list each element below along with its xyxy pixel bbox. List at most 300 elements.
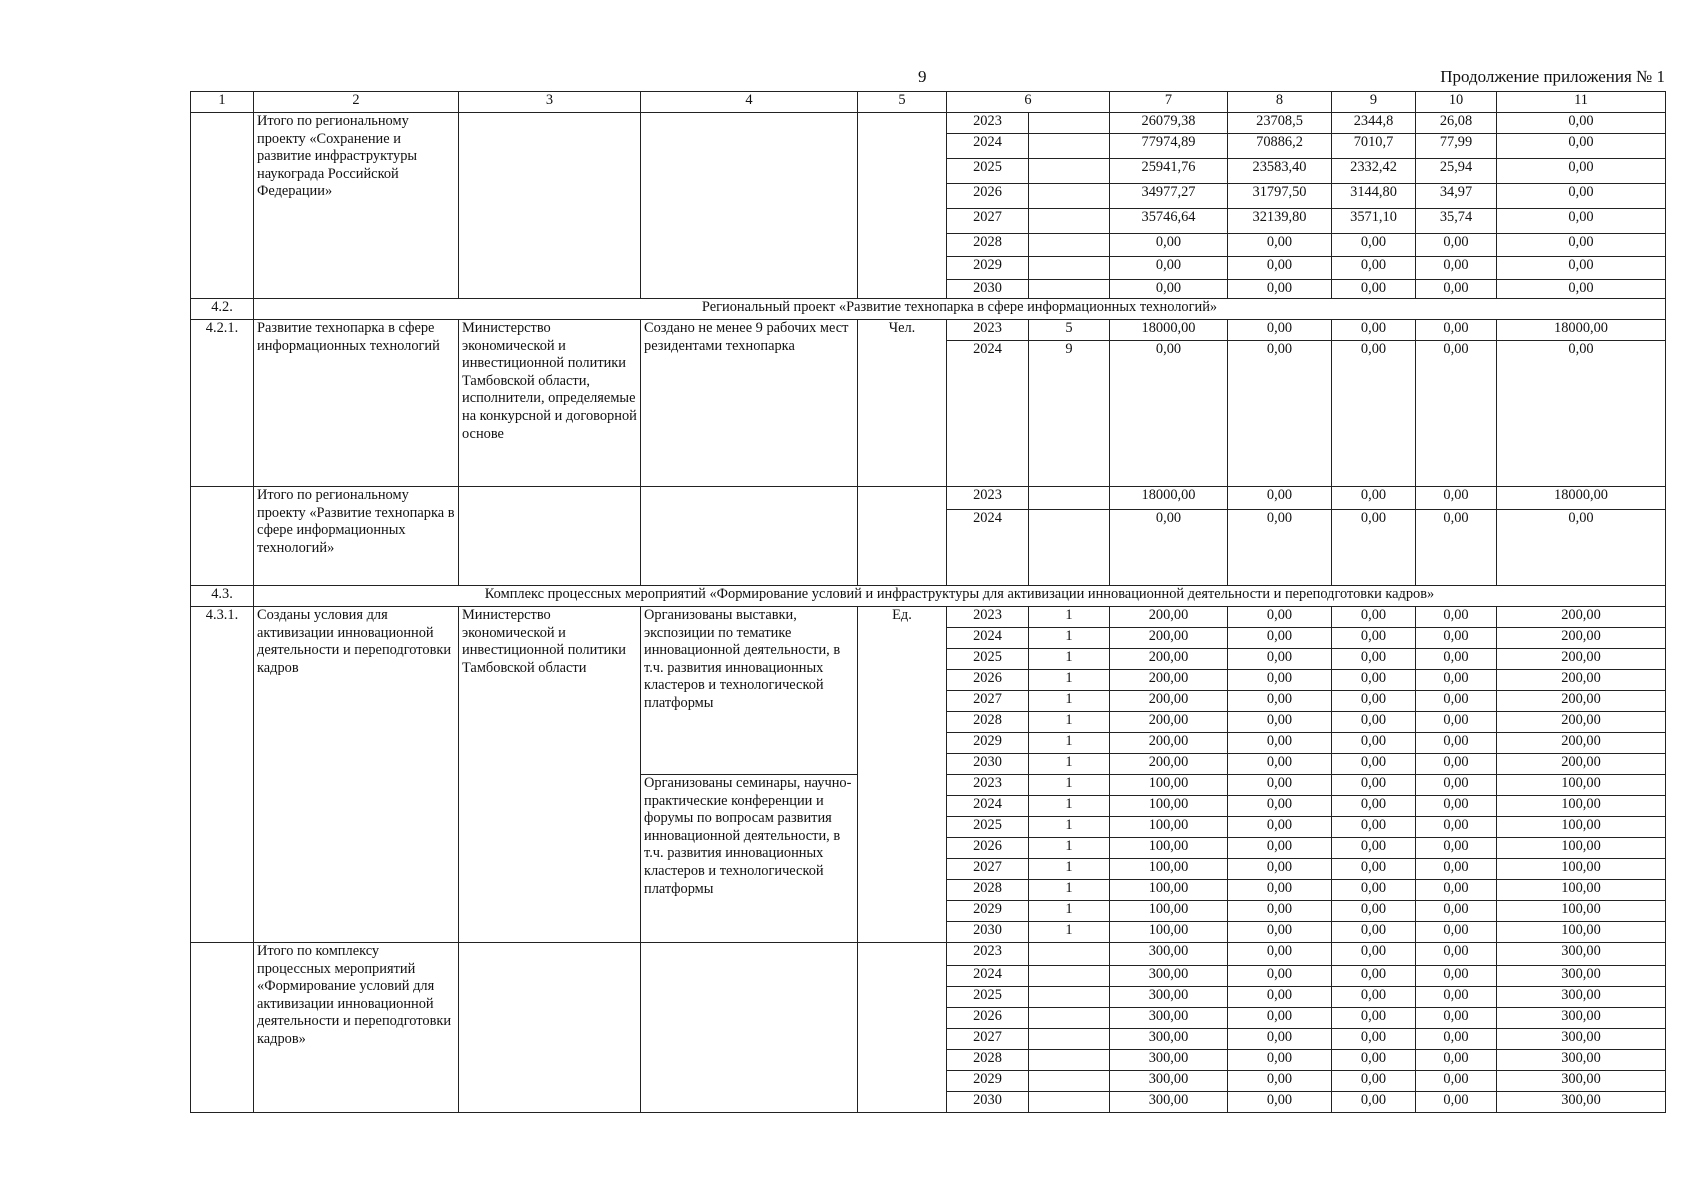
quantity-cell: 1: [1029, 859, 1110, 880]
value-cell-8: 0,00: [1228, 320, 1332, 341]
value-cell-9: 0,00: [1332, 1008, 1416, 1029]
quantity-cell: [1029, 184, 1110, 209]
result-cell: Создано не менее 9 рабочих мест резидентами технопарка: [641, 320, 858, 487]
value-cell-7: 25941,76: [1110, 159, 1228, 184]
quantity-cell: [1029, 943, 1110, 966]
value-cell-7: 200,00: [1110, 628, 1228, 649]
value-cell-11: 18000,00: [1497, 487, 1666, 510]
value-cell-8: 0,00: [1228, 1029, 1332, 1050]
value-cell-7: 18000,00: [1110, 487, 1228, 510]
page-number: 9: [918, 67, 927, 86]
year-cell: 2024: [947, 134, 1029, 159]
year-cell: 2028: [947, 880, 1029, 901]
value-cell-10: 0,00: [1416, 280, 1497, 299]
quantity-cell: 9: [1029, 341, 1110, 487]
quantity-cell: [1029, 510, 1110, 586]
column-header-7: 7: [1110, 92, 1228, 113]
value-cell-9: 0,00: [1332, 943, 1416, 966]
value-cell-10: 0,00: [1416, 838, 1497, 859]
value-cell-11: 200,00: [1497, 628, 1666, 649]
year-cell: 2027: [947, 209, 1029, 234]
value-cell-11: 200,00: [1497, 607, 1666, 628]
value-cell-10: 0,00: [1416, 607, 1497, 628]
value-cell-9: 0,00: [1332, 754, 1416, 775]
value-cell-11: 100,00: [1497, 775, 1666, 796]
year-cell: 2026: [947, 838, 1029, 859]
executor-cell: Министерство экономической и инвестиционной политики Тамбовской области, исполнители, определяемые на конкурсной и договорной основе: [459, 320, 641, 487]
value-cell-9: 0,00: [1332, 880, 1416, 901]
value-cell-7: 0,00: [1110, 280, 1228, 299]
value-cell-10: 0,00: [1416, 670, 1497, 691]
value-cell-9: 0,00: [1332, 607, 1416, 628]
value-cell-8: 0,00: [1228, 838, 1332, 859]
value-cell-7: 100,00: [1110, 817, 1228, 838]
value-cell-8: 0,00: [1228, 1008, 1332, 1029]
value-cell-8: 0,00: [1228, 280, 1332, 299]
value-cell-9: 0,00: [1332, 510, 1416, 586]
result-cell: [641, 113, 858, 299]
value-cell-10: 0,00: [1416, 1029, 1497, 1050]
value-cell-11: 100,00: [1497, 901, 1666, 922]
value-cell-8: 0,00: [1228, 1071, 1332, 1092]
quantity-cell: 5: [1029, 320, 1110, 341]
column-header-8: 8: [1228, 92, 1332, 113]
table-row: [191, 586, 1666, 607]
value-cell-7: 300,00: [1110, 943, 1228, 966]
year-cell: 2027: [947, 1029, 1029, 1050]
value-cell-9: 0,00: [1332, 987, 1416, 1008]
column-header-10: 10: [1416, 92, 1497, 113]
quantity-cell: 1: [1029, 628, 1110, 649]
value-cell-8: 0,00: [1228, 775, 1332, 796]
value-cell-8: 0,00: [1228, 754, 1332, 775]
year-cell: 2025: [947, 159, 1029, 184]
value-cell-9: 0,00: [1332, 733, 1416, 754]
value-cell-8: 0,00: [1228, 733, 1332, 754]
value-cell-11: 0,00: [1497, 209, 1666, 234]
value-cell-9: 0,00: [1332, 257, 1416, 280]
year-cell: 2024: [947, 628, 1029, 649]
value-cell-10: 0,00: [1416, 796, 1497, 817]
value-cell-7: 300,00: [1110, 987, 1228, 1008]
value-cell-11: 100,00: [1497, 922, 1666, 943]
value-cell-11: 100,00: [1497, 817, 1666, 838]
value-cell-11: 300,00: [1497, 1092, 1666, 1113]
quantity-cell: 1: [1029, 754, 1110, 775]
table-row: [191, 92, 1666, 113]
quantity-cell: [1029, 1092, 1110, 1113]
value-cell-11: 18000,00: [1497, 320, 1666, 341]
quantity-cell: 1: [1029, 691, 1110, 712]
value-cell-10: 0,00: [1416, 649, 1497, 670]
quantity-cell: [1029, 987, 1110, 1008]
value-cell-7: 18000,00: [1110, 320, 1228, 341]
value-cell-11: 300,00: [1497, 943, 1666, 966]
value-cell-8: 0,00: [1228, 691, 1332, 712]
value-cell-11: 300,00: [1497, 1071, 1666, 1092]
value-cell-10: 0,00: [1416, 987, 1497, 1008]
year-cell: 2030: [947, 280, 1029, 299]
quantity-cell: [1029, 159, 1110, 184]
value-cell-9: 0,00: [1332, 817, 1416, 838]
year-cell: 2028: [947, 234, 1029, 257]
value-cell-7: 300,00: [1110, 1071, 1228, 1092]
year-cell: 2025: [947, 649, 1029, 670]
value-cell-9: 0,00: [1332, 1071, 1416, 1092]
value-cell-11: 100,00: [1497, 838, 1666, 859]
quantity-cell: 1: [1029, 817, 1110, 838]
column-header-3: 3: [459, 92, 641, 113]
year-cell: 2028: [947, 712, 1029, 733]
value-cell-8: 0,00: [1228, 510, 1332, 586]
value-cell-10: 0,00: [1416, 754, 1497, 775]
value-cell-9: 0,00: [1332, 1092, 1416, 1113]
value-cell-9: 0,00: [1332, 649, 1416, 670]
value-cell-10: 25,94: [1416, 159, 1497, 184]
section-number: 4.2.: [191, 299, 254, 320]
unit-cell: Чел.: [858, 320, 947, 487]
value-cell-7: 100,00: [1110, 859, 1228, 880]
value-cell-7: 200,00: [1110, 670, 1228, 691]
total-label: Итого по региональному проекту «Сохранение и развитие инфраструктуры наукограда Российской Федерации»: [254, 113, 459, 299]
year-cell: 2023: [947, 607, 1029, 628]
column-header-6: 6: [947, 92, 1110, 113]
value-cell-9: 0,00: [1332, 901, 1416, 922]
value-cell-10: 0,00: [1416, 901, 1497, 922]
quantity-cell: [1029, 113, 1110, 134]
quantity-cell: 1: [1029, 649, 1110, 670]
value-cell-9: 0,00: [1332, 1050, 1416, 1071]
value-cell-9: 0,00: [1332, 341, 1416, 487]
value-cell-7: 77974,89: [1110, 134, 1228, 159]
value-cell-10: 0,00: [1416, 1008, 1497, 1029]
value-cell-7: 200,00: [1110, 649, 1228, 670]
quantity-cell: 1: [1029, 775, 1110, 796]
value-cell-8: 0,00: [1228, 712, 1332, 733]
value-cell-9: 0,00: [1332, 859, 1416, 880]
value-cell-8: 0,00: [1228, 341, 1332, 487]
year-cell: 2027: [947, 859, 1029, 880]
quantity-cell: 1: [1029, 712, 1110, 733]
value-cell-7: 100,00: [1110, 796, 1228, 817]
quantity-cell: 1: [1029, 838, 1110, 859]
year-cell: 2023: [947, 943, 1029, 966]
year-cell: 2030: [947, 1092, 1029, 1113]
value-cell-10: 0,00: [1416, 966, 1497, 987]
value-cell-10: 0,00: [1416, 234, 1497, 257]
value-cell-8: 31797,50: [1228, 184, 1332, 209]
executor-cell: [459, 113, 641, 299]
value-cell-7: 0,00: [1110, 234, 1228, 257]
quantity-cell: [1029, 1029, 1110, 1050]
quantity-cell: 1: [1029, 733, 1110, 754]
value-cell-7: 200,00: [1110, 712, 1228, 733]
result-cell: Организованы семинары, научно-практические конференции и форумы по вопросам развития инновационной деятельности, в т.ч. развития инновационных кластеров и технологической платформы: [641, 775, 858, 943]
result-cell: [641, 487, 858, 586]
value-cell-11: 300,00: [1497, 1008, 1666, 1029]
value-cell-8: 0,00: [1228, 487, 1332, 510]
value-cell-10: 0,00: [1416, 733, 1497, 754]
value-cell-7: 26079,38: [1110, 113, 1228, 134]
value-cell-11: 200,00: [1497, 670, 1666, 691]
year-cell: 2025: [947, 987, 1029, 1008]
value-cell-8: 70886,2: [1228, 134, 1332, 159]
value-cell-11: 0,00: [1497, 341, 1666, 487]
value-cell-8: 0,00: [1228, 966, 1332, 987]
value-cell-8: 0,00: [1228, 649, 1332, 670]
value-cell-9: 0,00: [1332, 712, 1416, 733]
value-cell-10: 0,00: [1416, 341, 1497, 487]
value-cell-8: 0,00: [1228, 670, 1332, 691]
value-cell-11: 0,00: [1497, 510, 1666, 586]
quantity-cell: 1: [1029, 880, 1110, 901]
table-row: [191, 607, 1666, 628]
quantity-cell: [1029, 280, 1110, 299]
value-cell-10: 0,00: [1416, 922, 1497, 943]
table-row: [191, 299, 1666, 320]
value-cell-11: 0,00: [1497, 257, 1666, 280]
value-cell-7: 0,00: [1110, 257, 1228, 280]
year-cell: 2024: [947, 341, 1029, 487]
year-cell: 2024: [947, 966, 1029, 987]
value-cell-10: 0,00: [1416, 257, 1497, 280]
value-cell-11: 0,00: [1497, 280, 1666, 299]
value-cell-8: 23583,40: [1228, 159, 1332, 184]
executor-cell: [459, 487, 641, 586]
value-cell-9: 2332,42: [1332, 159, 1416, 184]
value-cell-8: 23708,5: [1228, 113, 1332, 134]
value-cell-11: 200,00: [1497, 754, 1666, 775]
value-cell-8: 0,00: [1228, 234, 1332, 257]
value-cell-9: 0,00: [1332, 234, 1416, 257]
value-cell-10: 0,00: [1416, 320, 1497, 341]
value-cell-7: 300,00: [1110, 1092, 1228, 1113]
value-cell-9: 0,00: [1332, 670, 1416, 691]
value-cell-10: 0,00: [1416, 775, 1497, 796]
quantity-cell: [1029, 134, 1110, 159]
year-cell: 2029: [947, 733, 1029, 754]
value-cell-10: 77,99: [1416, 134, 1497, 159]
value-cell-7: 100,00: [1110, 838, 1228, 859]
value-cell-9: 0,00: [1332, 280, 1416, 299]
value-cell-10: 0,00: [1416, 943, 1497, 966]
value-cell-9: 0,00: [1332, 628, 1416, 649]
value-cell-11: 0,00: [1497, 113, 1666, 134]
column-header-4: 4: [641, 92, 858, 113]
value-cell-7: 300,00: [1110, 966, 1228, 987]
year-cell: 2030: [947, 922, 1029, 943]
value-cell-11: 300,00: [1497, 1050, 1666, 1071]
unit-cell: [858, 113, 947, 299]
quantity-cell: 1: [1029, 922, 1110, 943]
value-cell-8: 0,00: [1228, 796, 1332, 817]
value-cell-7: 200,00: [1110, 691, 1228, 712]
value-cell-9: 0,00: [1332, 691, 1416, 712]
value-cell-10: 0,00: [1416, 880, 1497, 901]
value-cell-7: 300,00: [1110, 1008, 1228, 1029]
column-header-11: 11: [1497, 92, 1666, 113]
number-cell: [191, 943, 254, 1113]
number-cell: [191, 113, 254, 299]
year-cell: 2023: [947, 487, 1029, 510]
quantity-cell: [1029, 966, 1110, 987]
section-title: Региональный проект «Развитие технопарка в сфере информационных технологий»: [254, 299, 1666, 320]
result-cell: Организованы выставки, экспозиции по тематике инновационной деятельности, в т.ч. развития инновационных кластеров и технологической платформы: [641, 607, 858, 775]
value-cell-9: 0,00: [1332, 966, 1416, 987]
table-row: [191, 943, 1666, 966]
section-number: 4.3.: [191, 586, 254, 607]
value-cell-11: 200,00: [1497, 733, 1666, 754]
value-cell-8: 0,00: [1228, 628, 1332, 649]
value-cell-8: 0,00: [1228, 1092, 1332, 1113]
table-row: [191, 113, 1666, 134]
value-cell-10: 0,00: [1416, 712, 1497, 733]
quantity-cell: [1029, 234, 1110, 257]
quantity-cell: 1: [1029, 901, 1110, 922]
year-cell: 2026: [947, 670, 1029, 691]
quantity-cell: 1: [1029, 670, 1110, 691]
value-cell-8: 0,00: [1228, 922, 1332, 943]
executor-cell: [459, 943, 641, 1113]
value-cell-11: 100,00: [1497, 859, 1666, 880]
value-cell-7: 200,00: [1110, 607, 1228, 628]
year-cell: 2029: [947, 1071, 1029, 1092]
value-cell-9: 3144,80: [1332, 184, 1416, 209]
value-cell-7: 200,00: [1110, 754, 1228, 775]
column-header-1: 1: [191, 92, 254, 113]
quantity-cell: [1029, 209, 1110, 234]
value-cell-9: 0,00: [1332, 1029, 1416, 1050]
value-cell-7: 0,00: [1110, 341, 1228, 487]
value-cell-7: 35746,64: [1110, 209, 1228, 234]
value-cell-9: 0,00: [1332, 838, 1416, 859]
quantity-cell: 1: [1029, 796, 1110, 817]
value-cell-8: 0,00: [1228, 987, 1332, 1008]
number-cell: [191, 487, 254, 586]
unit-cell: [858, 487, 947, 586]
section-title: Комплекс процессных мероприятий «Формирование условий и инфраструктуры для активизации инновационной деятельности и переподготовки кадров»: [254, 586, 1666, 607]
value-cell-7: 0,00: [1110, 510, 1228, 586]
year-cell: 2030: [947, 754, 1029, 775]
value-cell-7: 100,00: [1110, 880, 1228, 901]
value-cell-7: 100,00: [1110, 922, 1228, 943]
value-cell-9: 0,00: [1332, 775, 1416, 796]
quantity-cell: [1029, 1050, 1110, 1071]
value-cell-7: 300,00: [1110, 1029, 1228, 1050]
value-cell-10: 0,00: [1416, 1092, 1497, 1113]
quantity-cell: [1029, 1008, 1110, 1029]
value-cell-10: 0,00: [1416, 1050, 1497, 1071]
quantity-cell: [1029, 487, 1110, 510]
value-cell-10: 0,00: [1416, 859, 1497, 880]
value-cell-11: 0,00: [1497, 234, 1666, 257]
value-cell-8: 0,00: [1228, 859, 1332, 880]
column-header-5: 5: [858, 92, 947, 113]
value-cell-8: 0,00: [1228, 817, 1332, 838]
item-number: 4.2.1.: [191, 320, 254, 487]
value-cell-8: 0,00: [1228, 607, 1332, 628]
value-cell-11: 0,00: [1497, 184, 1666, 209]
year-cell: 2028: [947, 1050, 1029, 1071]
value-cell-10: 0,00: [1416, 510, 1497, 586]
total-label: Итого по региональному проекту «Развитие технопарка в сфере информационных технологий»: [254, 487, 459, 586]
value-cell-11: 200,00: [1497, 691, 1666, 712]
value-cell-9: 0,00: [1332, 487, 1416, 510]
value-cell-11: 200,00: [1497, 649, 1666, 670]
value-cell-11: 0,00: [1497, 134, 1666, 159]
table-row: [191, 320, 1666, 341]
unit-cell: [858, 943, 947, 1113]
total-label: Итого по комплексу процессных мероприятий «Формирование условий для активизации инновационной деятельности и переподготовки кадров»: [254, 943, 459, 1113]
year-cell: 2025: [947, 817, 1029, 838]
value-cell-11: 300,00: [1497, 1029, 1666, 1050]
value-cell-7: 100,00: [1110, 775, 1228, 796]
result-cell: [641, 943, 858, 1113]
value-cell-11: 300,00: [1497, 987, 1666, 1008]
year-cell: 2026: [947, 184, 1029, 209]
value-cell-9: 0,00: [1332, 320, 1416, 341]
value-cell-11: 100,00: [1497, 880, 1666, 901]
continuation-label: Продолжение приложения № 1: [1440, 67, 1665, 86]
year-cell: 2023: [947, 113, 1029, 134]
value-cell-7: 34977,27: [1110, 184, 1228, 209]
appendix-table: [190, 91, 1666, 1113]
year-cell: 2029: [947, 901, 1029, 922]
year-cell: 2026: [947, 1008, 1029, 1029]
year-cell: 2023: [947, 320, 1029, 341]
year-cell: 2024: [947, 796, 1029, 817]
item-name: Созданы условия для активизации инновационной деятельности и переподготовки кадров: [254, 607, 459, 943]
quantity-cell: [1029, 257, 1110, 280]
quantity-cell: [1029, 1071, 1110, 1092]
item-name: Развитие технопарка в сфере информационных технологий: [254, 320, 459, 487]
quantity-cell: 1: [1029, 607, 1110, 628]
value-cell-10: 35,74: [1416, 209, 1497, 234]
item-number: 4.3.1.: [191, 607, 254, 943]
unit-cell: Ед.: [858, 607, 947, 943]
value-cell-10: 0,00: [1416, 628, 1497, 649]
value-cell-8: 0,00: [1228, 880, 1332, 901]
column-header-2: 2: [254, 92, 459, 113]
value-cell-8: 32139,80: [1228, 209, 1332, 234]
value-cell-8: 0,00: [1228, 943, 1332, 966]
value-cell-7: 200,00: [1110, 733, 1228, 754]
value-cell-11: 300,00: [1497, 966, 1666, 987]
value-cell-9: 3571,10: [1332, 209, 1416, 234]
year-cell: 2023: [947, 775, 1029, 796]
value-cell-11: 200,00: [1497, 712, 1666, 733]
executor-cell: Министерство экономической и инвестиционной политики Тамбовской области: [459, 607, 641, 943]
value-cell-10: 0,00: [1416, 691, 1497, 712]
value-cell-7: 100,00: [1110, 901, 1228, 922]
year-cell: 2024: [947, 510, 1029, 586]
value-cell-10: 34,97: [1416, 184, 1497, 209]
value-cell-7: 300,00: [1110, 1050, 1228, 1071]
value-cell-8: 0,00: [1228, 901, 1332, 922]
value-cell-10: 0,00: [1416, 817, 1497, 838]
value-cell-9: 7010,7: [1332, 134, 1416, 159]
value-cell-8: 0,00: [1228, 1050, 1332, 1071]
table-row: [191, 487, 1666, 510]
value-cell-8: 0,00: [1228, 257, 1332, 280]
value-cell-11: 0,00: [1497, 159, 1666, 184]
value-cell-10: 0,00: [1416, 1071, 1497, 1092]
value-cell-11: 100,00: [1497, 796, 1666, 817]
column-header-9: 9: [1332, 92, 1416, 113]
value-cell-10: 26,08: [1416, 113, 1497, 134]
year-cell: 2027: [947, 691, 1029, 712]
value-cell-9: 0,00: [1332, 922, 1416, 943]
